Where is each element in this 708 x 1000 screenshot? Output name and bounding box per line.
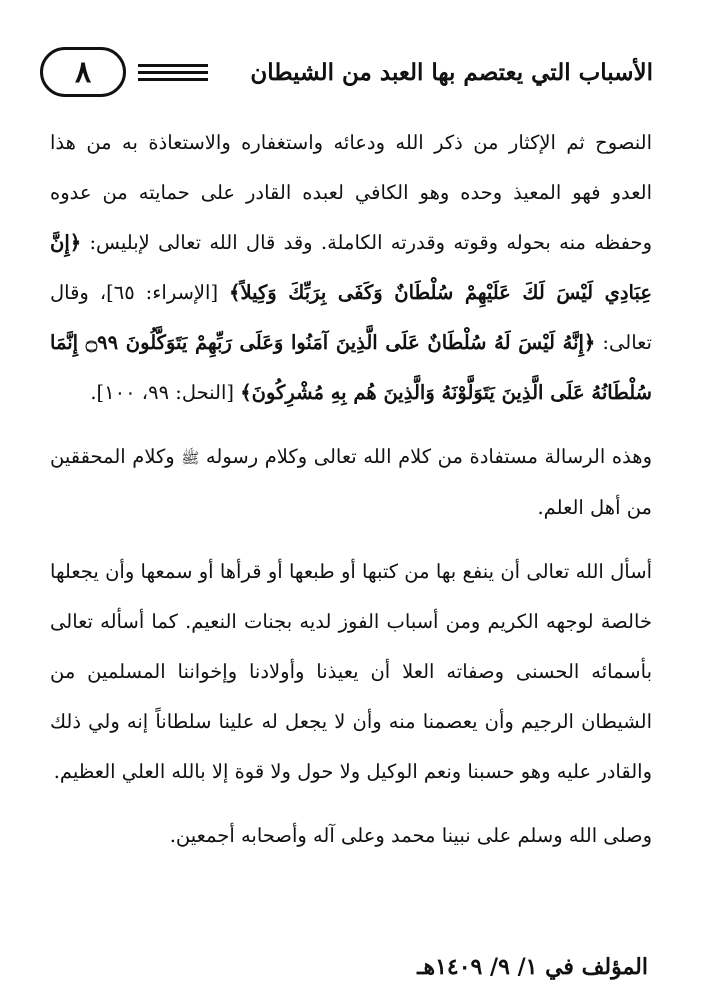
paragraph-2 xyxy=(50,432,652,533)
quran-verse-isra: ﴿إِنَّ عِبَادِي لَيْسَ لَكَ عَلَيْهِمْ سُلْطَانٌ وَكَفَى بِرَبِّكَ وَكِيلاً﴾ xyxy=(50,231,652,304)
paragraph-4: وصلى الله وسلم على نبينا محمد وعلى آله وأصحابه أجمعين. xyxy=(169,824,652,847)
page-header xyxy=(40,42,653,102)
paragraph-1-intro: النصوح ثم الإكثار من ذكر الله ودعائه واستغفاره والاستعاذة به من هذا العدو فهو المعيذ وحده وهو الكافي لعبده القادر على حمايته من عدوه وحفظه منه بحوله وقوته وقدرته الكاملة. وقد قال الله تعالى لإبليس: xyxy=(50,131,652,254)
header-rule-line xyxy=(138,78,208,81)
header-rule-line xyxy=(138,71,208,74)
author-date-signature: المؤلف في ١/ ٩/ ١٤٠٩هـ xyxy=(417,954,648,980)
verse-reference-nahl: [النحل: ٩٩، ١٠٠]. xyxy=(90,381,241,404)
paragraph-2-text-before: وهذه الرسالة مستفادة من كلام الله تعالى وكلام رسوله xyxy=(199,445,653,468)
page-number: ٨ xyxy=(40,47,126,97)
verse-reference-isra: [الإسراء: ٦٥]، وقال تعالى: xyxy=(50,281,652,354)
running-title: الأسباب التي يعتصم بها العبد من الشيطان xyxy=(250,58,653,86)
header-rule xyxy=(138,64,208,81)
honorific-glyph: ﷺ xyxy=(181,449,200,467)
paragraph-2-text-after: وكلام المحققين من أهل العلم. xyxy=(50,445,652,519)
header-rule-line xyxy=(138,64,208,67)
paragraph-3: أسأل الله تعالى أن ينفع بها من كتبها أو طبعها أو قرأها أو سمعها وأن يجعلها خالصة لوجهه الكريم ومن أسباب الفوز لديه بجنات النعيم. كما أسأله تعالى بأسمائه الحسنى وصفاته العلا أن يعيذنا وأولادنا وإخواننا المسلمين من الشيطان الرجيم وأن يعصمنا منه وأن لا يجعل له علينا سلطاناً إنه ولي ذلك والقادر عليه وهو حسبنا ونعم الوكيل ولا حول ولا قوة إلا بالله العلي العظيم. xyxy=(50,560,652,783)
quran-verse-nahl: ﴿إِنَّهُ لَيْسَ لَهُ سُلْطَانٌ عَلَى الَّذِينَ آمَنُوا وَعَلَى رَبِّهِمْ يَتَوَكَّلُونَ ۝٩٩ إِنَّمَا سُلْطَانُهُ عَلَى الَّذِينَ يَتَوَلَّوْنَهُ وَالَّذِينَ هُم بِهِ مُشْرِكُونَ﴾ xyxy=(50,331,652,404)
paragraph-1 xyxy=(50,118,652,418)
body-text xyxy=(50,118,652,861)
